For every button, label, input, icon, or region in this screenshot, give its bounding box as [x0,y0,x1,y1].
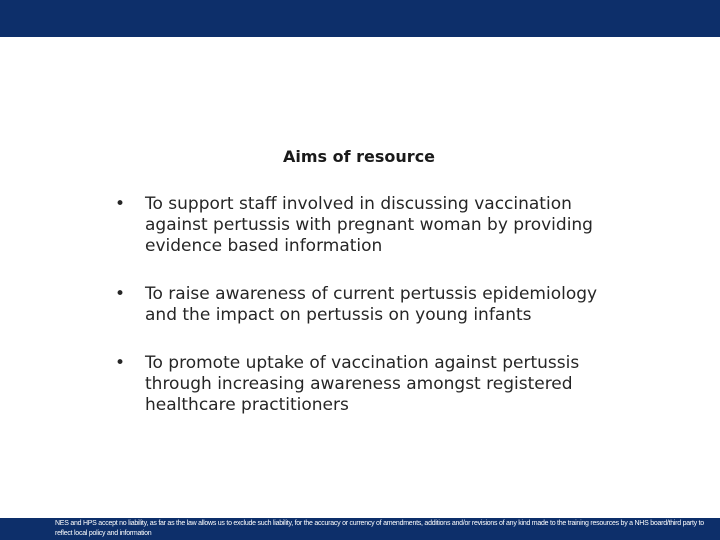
aims-bullet-list [115,194,615,416]
bullet-marker: • [115,194,126,214]
header-bar [0,0,720,37]
bullet-item [115,194,615,257]
bullet-text: To promote uptake of vaccination against pertussis through increasing awareness amongst registered healthcare practitioners [145,353,580,415]
bullet-marker: • [115,353,126,373]
slide-title: Aims of resource [283,147,436,166]
footer-disclaimer: NES and HPS accept no liability, as far as the law allows us to exclude such liability, for the accuracy or currency of amendments, additions and/or revisions of any kind made to the training resources by a NHS board/third party to reflect local policy and information [55,520,704,537]
bullet-item [115,284,615,326]
bullet-marker: • [115,284,126,304]
bullet-item [115,353,615,416]
bullet-text: To support staff involved in discussing vaccination against pertussis with pregnant woman by providing evidence based information [145,194,593,256]
bullet-text: To raise awareness of current pertussis epidemiology and the impact on pertussis on young infants [145,284,598,325]
